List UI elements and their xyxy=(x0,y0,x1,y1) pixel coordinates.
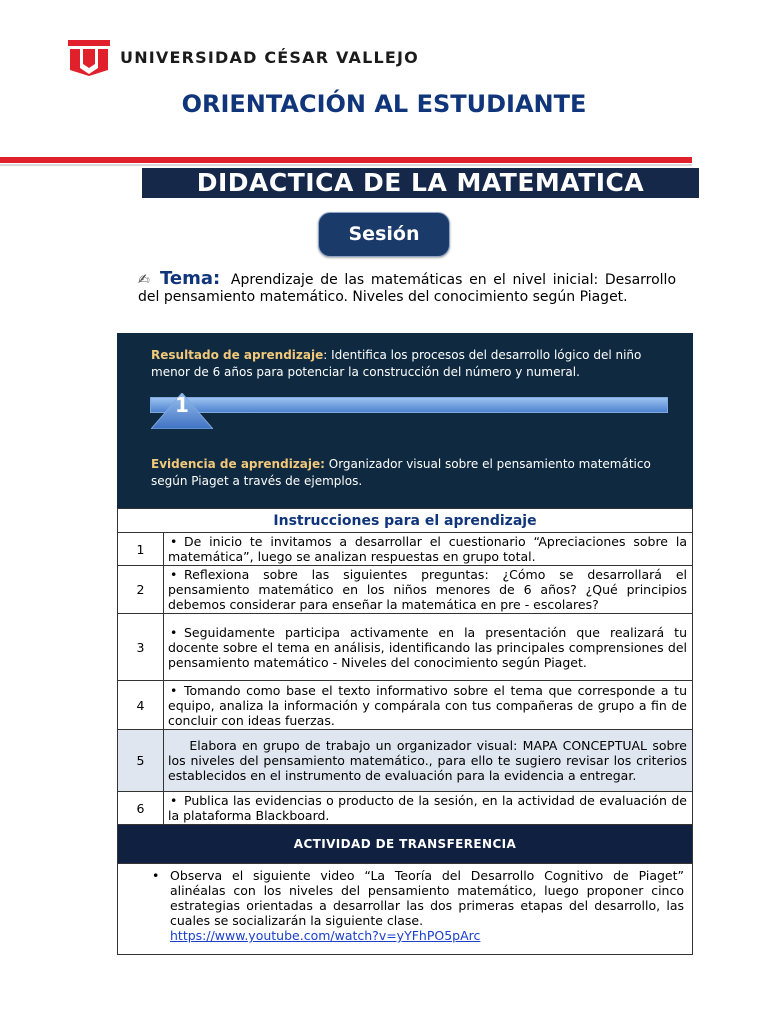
learning-evidence xyxy=(151,456,671,490)
row-text xyxy=(164,792,693,825)
table-row xyxy=(118,533,693,566)
learning-result xyxy=(151,347,671,381)
bullet: • xyxy=(170,793,178,808)
row-text-content: Tomando como base el texto informativo sobre el tema que corresponde a tu equipo, analiza la información y compárala con tus compañeras de grupo a fin de concluir con ideas fuerzas. xyxy=(168,682,687,728)
row-number: 4 xyxy=(118,681,164,730)
transfer-body xyxy=(118,864,693,955)
university-logo-icon xyxy=(68,40,110,76)
row-text xyxy=(164,614,693,681)
row-number: 5 xyxy=(118,730,164,792)
row-number: 3 xyxy=(118,614,164,681)
table-row xyxy=(118,614,693,681)
transfer-title: ACTIVIDAD DE TRANSFERENCIA xyxy=(118,825,693,864)
row-number: 2 xyxy=(118,566,164,614)
table-row xyxy=(118,681,693,730)
row-text-content: Elabora en grupo de trabajo un organizador visual: MAPA CONCEPTUAL sobre los niveles del pensamiento matemático., para ello te sugiero revisar los criterios establecidos en el instrumento de evaluación para la evidencia a entregar. xyxy=(168,738,687,783)
university-name: UNIVERSIDAD CÉSAR VALLEJO xyxy=(120,48,419,67)
row-text-content: Publica las evidencias o producto de la sesión, en la actividad de evaluación de la plataforma Blackboard. xyxy=(168,793,687,823)
row-number: 1 xyxy=(118,533,164,566)
instructions-title: Instrucciones para el aprendizaje xyxy=(118,509,693,533)
bullet: • xyxy=(170,567,178,582)
tema-text: Aprendizaje de las matemáticas en el nivel inicial: Desarrollo del pensamiento matemático. Niveles del conocimiento según Piaget. xyxy=(138,272,677,305)
row-number: 6 xyxy=(118,792,164,825)
header-divider-shadow xyxy=(0,164,692,166)
instructions-table xyxy=(117,508,693,955)
course-title: DIDACTICA DE LA MATEMATICA xyxy=(142,168,699,198)
table-row xyxy=(118,730,693,792)
row-text xyxy=(164,730,693,792)
row-text-content: Seguidamente participa activamente en la presentación que realizará tu docente sobre el tema en análisis, identificando las principales comprensiones del pensamiento matemático - Niveles del conocimiento según Piaget. xyxy=(168,624,687,670)
bullet: • xyxy=(170,624,178,640)
evidence-text: Organizador visual sobre el pensamiento matemático según Piaget a través de ejemplos. xyxy=(151,457,651,488)
learning-outcome-panel xyxy=(117,333,693,508)
bullet: • xyxy=(170,534,178,549)
tema-label: Tema: xyxy=(160,268,221,289)
row-text xyxy=(164,681,693,730)
tema-section xyxy=(138,270,676,306)
evidence-label: Evidencia de aprendizaje: xyxy=(151,457,325,471)
row-text xyxy=(164,533,693,566)
header-divider xyxy=(0,157,692,163)
session-badge: Sesión xyxy=(318,212,450,257)
progress-bar xyxy=(150,397,668,413)
row-text-content: De inicio te invitamos a desarrollar el cuestionario “Apreciaciones sobre la matemática”, luego se analizan respuestas en grupo total. xyxy=(168,534,687,564)
table-row xyxy=(118,792,693,825)
pen-icon: ✍ xyxy=(138,272,152,288)
step-number: 1 xyxy=(175,393,189,417)
result-label: Resultado de aprendizaje xyxy=(151,348,324,362)
table-row xyxy=(118,566,693,614)
row-text-content: Reflexiona sobre las siguientes preguntas: ¿Cómo se desarrollará el pensamiento matemático en los niños menores de 6 años? ¿Qué principios debemos considerar para enseñar la matemática en pre - escolares? xyxy=(168,567,687,612)
bullet: • xyxy=(170,682,178,698)
transfer-text: Observa el siguiente video “La Teoría del Desarrollo Cognitivo de Piaget” alinéalas con los niveles del pensamiento matemático, luego proponer cinco estrategias orientadas a desarrollar las dos primeras etapas del desarrollo, las cuales se socializarán la siguiente clase. xyxy=(170,868,684,928)
video-link[interactable]: https://www.youtube.com/watch?v=yYFhPO5pArc xyxy=(170,928,481,943)
orientation-title: ORIENTACIÓN AL ESTUDIANTE xyxy=(181,90,587,118)
bullet: • xyxy=(152,868,160,883)
result-text: : Identifica los procesos del desarrollo lógico del niño menor de 6 años para potenciar la construcción del número y numeral. xyxy=(151,348,642,379)
row-text xyxy=(164,566,693,614)
